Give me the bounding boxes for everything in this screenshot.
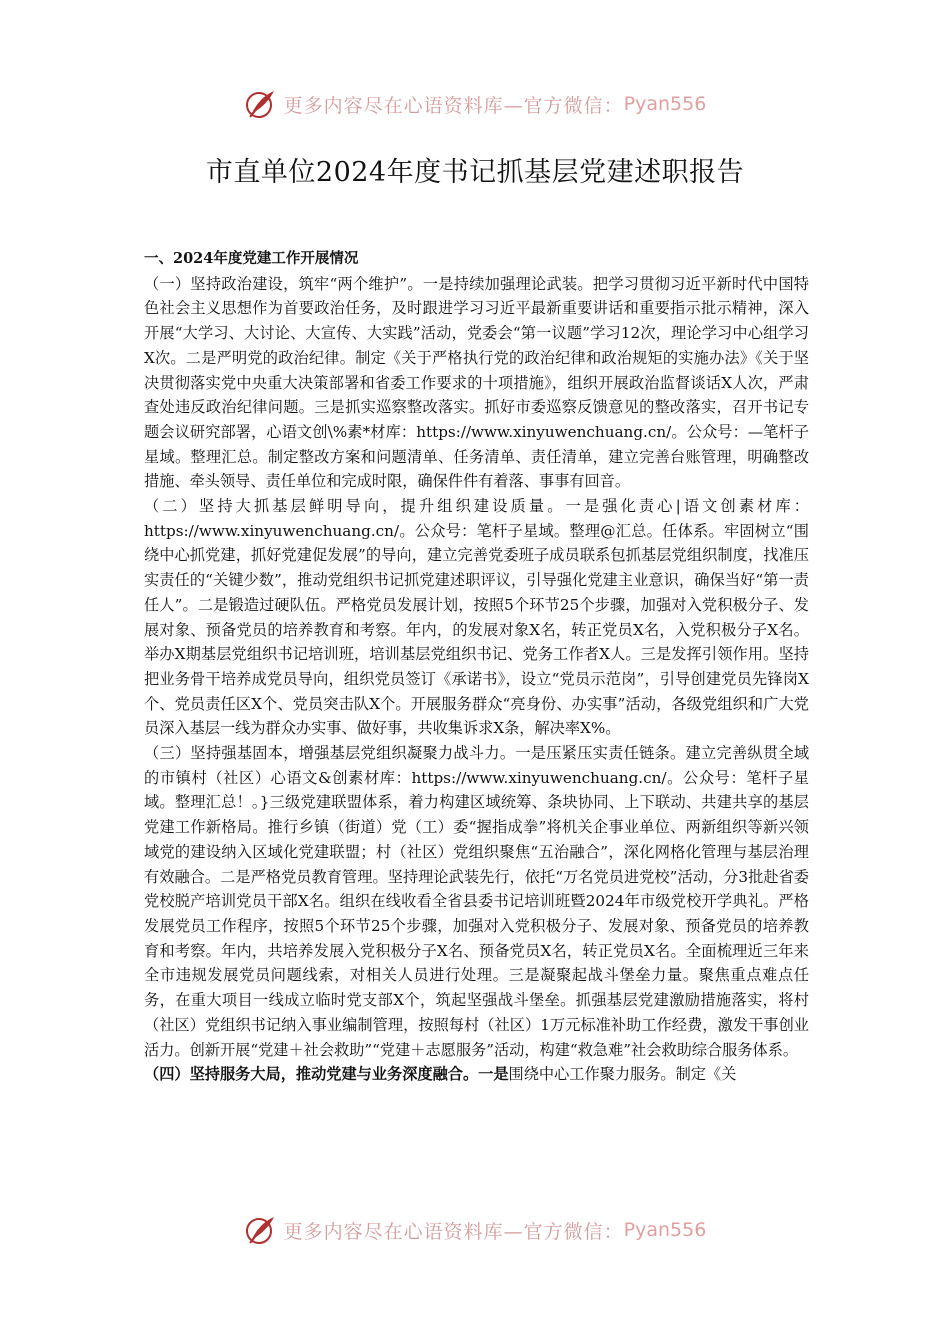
- footer-banner: [0, 1208, 950, 1252]
- paragraph-4-rest: 围绕中心工作聚力服务。制定《关: [508, 1065, 737, 1084]
- paragraph-2: （二）坚持大抓基层鲜明导向，提升组织建设质量。一是强化责心|语文创素材库：https://www.xinyuwenchuang.cn/。公众号：笔杆子星域。整理@汇总。任体系。牢固树立“围绕中心抓党建，抓好党建促发展”的导向，建立完善党委班子成员联系包抓基层党组织制度，找准压实责任的“关键少数”，推动党组织书记抓党建述职评议，引导强化党建主业意识，确保当好“第一责任人”。二是锻造过硬队伍。严格党员发展计划，按照5个环节25个步骤，加强对入党积极分子、发展对象、预备党员的培养教育和考察。年内，的发展对象X名，转正党员X名，入党积极分子X名。举办X期基层党组织书记培训班，培训基层党组织书记、党务工作者X人。三是发挥引领作用。坚持把业务骨干培养成党员导向，组织党员签订《承诺书》，设立“党员示范岗”，引导创建党员先锋岗X个、党员责任区X个、党员突击队X个。开展服务群众“亮身份、办实事”活动，各级党组织和广大党员深入基层一线为群众办实事、做好事，共收集诉求X条，解决率X%。: [144, 497, 809, 738]
- banner-text: 更多内容尽在心语资料库—官方微信：: [283, 94, 624, 117]
- banner-wechat-id: Pyan556: [623, 1219, 707, 1241]
- banner-wechat-id: Pyan556: [623, 93, 707, 115]
- section-heading: 一、2024年度党建工作开展情况: [144, 250, 359, 267]
- header-banner: [0, 82, 950, 126]
- document-body: [144, 247, 809, 1087]
- feather-logo-icon: [244, 1213, 278, 1247]
- paragraph-3: （三）坚持强基固本，增强基层党组织凝聚力战斗力。一是压紧压实责任链条。建立完善纵贯全域的市镇村（社区）心语文&创素材库：https://www.xinyuwenchuang.cn/。公众号：笔杆子星域。整理汇总！。}三级党建联盟体系，着力构建区域统筹、条块协同、上下联动、共建共享的基层党建工作新格局。推行乡镇（街道）党（工）委“握指成拳”将机关企事业单位、两新组织等新兴领域党的建设纳入区域化党建联盟；村（社区）党组织聚焦“五治融合”，深化网格化管理与基层治理有效融合。二是严格党员教育管理。坚持理论武装先行，依托“万名党员进党校”活动，分3批赴省委党校脱产培训党员干部X名。组织在线收看全省县委书记培训班暨2024年市级党校开学典礼。严格发展党员工作程序，按照5个环节25个步骤，加强对入党积极分子、发展对象、预备党员的培养教育和考察。年内，共培养发展入党积极分子X名、预备党员X名，转正党员X名。全面梳理近三年来全市违规发展党员问题线索，对相关人员进行处理。三是凝聚起战斗堡垒力量。聚焦重点难点任务，在重大项目一线成立临时党支部X个，筑起坚强战斗堡垒。抓强基层党建激励措施落实，将村（社区）党组织书记纳入事业编制管理，按照每村（社区）1万元标准补助工作经费，激发干事创业活力。创新开展“党建＋社会救助”“党建＋志愿服务”活动，构建“救急难”社会救助综合服务体系。: [144, 744, 809, 1059]
- paragraph-4-lead: （四）坚持服务大局，推动党建与业务深度融合。一是: [144, 1065, 509, 1084]
- paragraph-1: （一）坚持政治建设，筑牢“两个维护”。一是持续加强理论武装。把学习贯彻习近平新时代中国特色社会主义思想作为首要政治任务，及时跟进学习习近平最新重要讲话和重要指示批示精神，深入开展“大学习、大讨论、大宣传、大实践”活动，党委会“第一议题”学习12次，理论学习中心组学习X次。二是严明党的政治纪律。制定《关于严格执行党的政治纪律和政治规矩的实施办法》《关于坚决贯彻落实党中央重大决策部署和省委工作要求的十项措施》，组织开展政治监督谈话X人次，严肃查处违反政治纪律问题。三是抓实巡察整改落实。抓好市委巡察反馈意见的整改落实，召开书记专题会议研究部署，心语文创\%素*材库：https://www.xinyuwenchuang.cn/。公众号：—笔杆子星域。整理汇总。制定整改方案和问题清单、任务清单、责任清单，建立完善台账管理，明确整改措施、牵头领导、责任单位和完成时限，确保件件有着落、事事有回音。: [144, 274, 809, 491]
- feather-logo-icon: [244, 87, 278, 121]
- banner-text: 更多内容尽在心语资料库—官方微信：: [283, 1220, 624, 1243]
- document-title: 市直单位2024年度书记抓基层党建述职报告: [205, 157, 745, 188]
- paragraph-4: [144, 1062, 809, 1087]
